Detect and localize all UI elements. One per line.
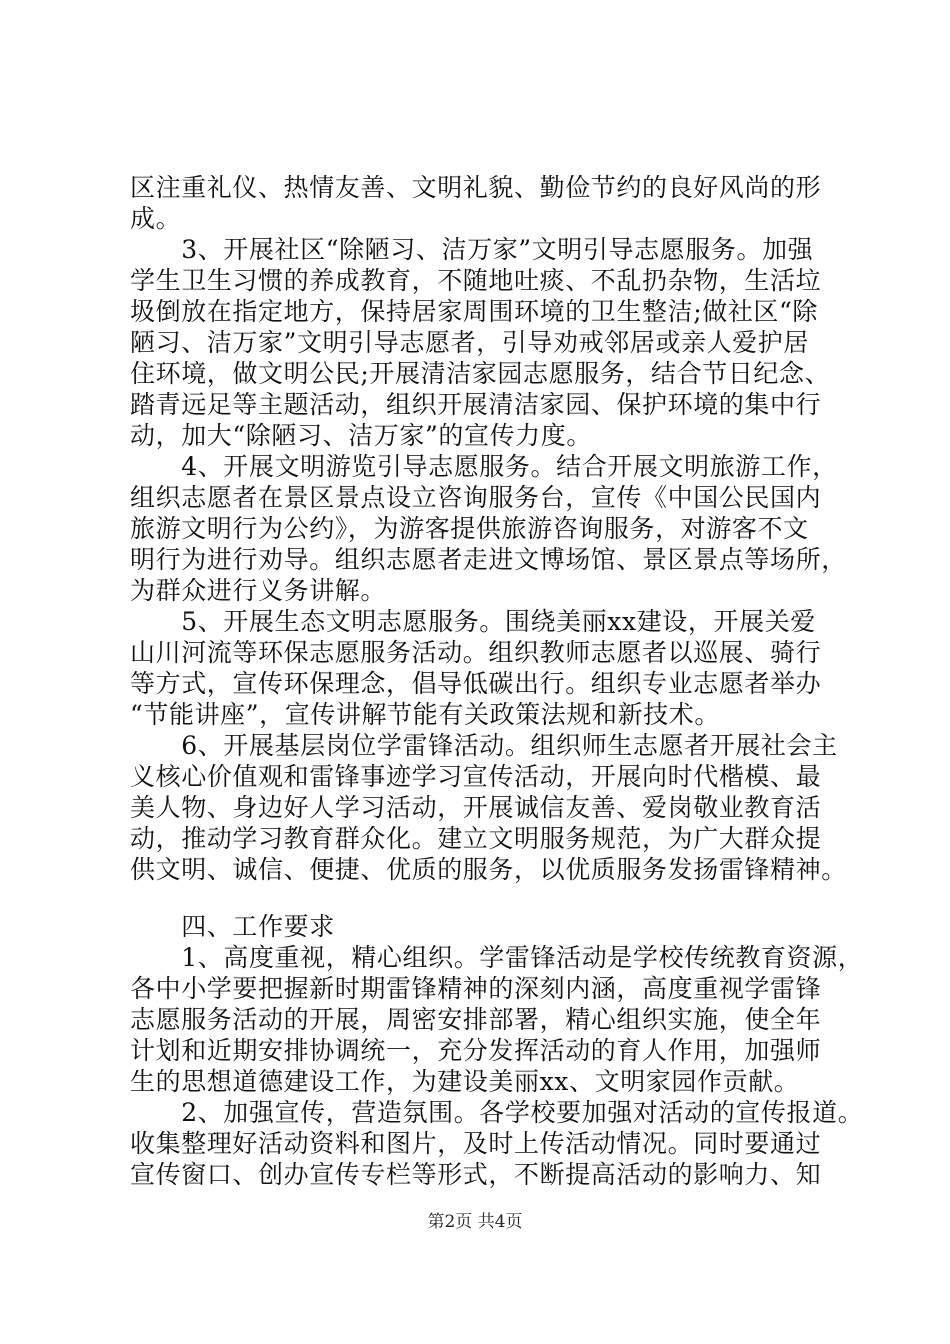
text-line: 山川河流等环保志愿服务活动。组织教师志愿者以巡展、骑行	[130, 638, 822, 667]
text-line: 踏青远足等主题活动，组织开展清洁家园、保护环境的集中行	[130, 390, 822, 419]
text-line: 宣传窗口、创办宣传专栏等形式，不断提高活动的影响力、知	[130, 1160, 822, 1189]
text-line: 住环境，做文明公民;开展清洁家园志愿服务，结合节日纪念、	[130, 359, 831, 388]
text-line: 动，推动学习教育群众化。建立文明服务规范，为广大群众提	[130, 824, 822, 853]
text-line: 各中小学要把握新时期雷锋精神的深刻内涵，高度重视学雷锋	[130, 974, 822, 1003]
text-line: 收集整理好活动资料和图片，及时上传活动情况。同时要通过	[130, 1129, 822, 1158]
section-heading: 四、工作要求	[130, 912, 335, 941]
text-line: 义核心价值观和雷锋事迹学习宣传活动，开展向时代楷模、最	[130, 762, 822, 791]
paragraph-gap	[130, 885, 830, 911]
text-line: 旅游文明行为公约》，为游客提供旅游咨询服务，对游客不文	[130, 514, 809, 543]
text-line: 5、开展生态文明志愿服务。围绕美丽xx建设，开展关爱	[130, 607, 816, 636]
text-line: 明行为进行劝导。组织志愿者走进文博场馆、景区景点等场所，	[130, 545, 847, 574]
text-line: 圾倒放在指定地方，保持居家周围环境的卫生整洁;做社区“除	[130, 297, 819, 326]
text-line: 美人物、身边好人学习活动，开展诚信友善、爱岗敬业教育活	[130, 793, 822, 822]
text-line: 1、高度重视，精心组织。学雷锋活动是学校传统教育资源，	[130, 943, 864, 972]
text-line: 动，加大“除陋习、洁万家”的宣传力度。	[130, 421, 592, 450]
text-line: 生的思想道德建设工作，为建设美丽xx、文明家园作贡献。	[130, 1067, 800, 1096]
text-line: 区注重礼仪、热情友善、文明礼貌、勤俭节约的良好风尚的形	[130, 173, 822, 202]
text-line: 等方式，宣传环保理念，倡导低碳出行。组织专业志愿者举办	[130, 669, 822, 698]
text-line: 组织志愿者在景区景点设立咨询服务台，宣传《中国公民国内	[130, 483, 822, 512]
page-number-footer: 第2页 共4页	[427, 1212, 523, 1232]
text-line: 陋习、洁万家”文明引导志愿者，引导劝戒邻居或亲人爱护居	[130, 328, 809, 357]
text-line: 成。	[130, 204, 182, 233]
text-line: 2、加强宣传，营造氛围。各学校要加强对活动的宣传报道。	[130, 1098, 864, 1127]
text-line: 3、开展社区“除陋习、洁万家”文明引导志愿服务。加强	[130, 235, 814, 264]
text-line: 为群众进行义务讲解。	[130, 576, 387, 605]
text-line: 计划和近期安排协调统一，充分发挥活动的育人作用，加强师	[130, 1036, 822, 1065]
text-line: 供文明、诚信、便捷、优质的服务，以优质服务发扬雷锋精神。	[130, 855, 847, 884]
document-body	[130, 172, 864, 1190]
text-line: 6、开展基层岗位学雷锋活动。组织师生志愿者开展社会主	[130, 731, 838, 760]
text-line: 4、开展文明游览引导志愿服务。结合开展文明旅游工作，	[130, 452, 838, 481]
text-line: 学生卫生习惯的养成教育，不随地吐痰、不乱扔杂物，生活垃	[130, 266, 822, 295]
text-line: 志愿服务活动的开展，周密安排部署，精心组织实施，使全年	[130, 1005, 822, 1034]
text-line: “节能讲座”，宣传讲解节能有关政策法规和新技术。	[130, 700, 720, 729]
